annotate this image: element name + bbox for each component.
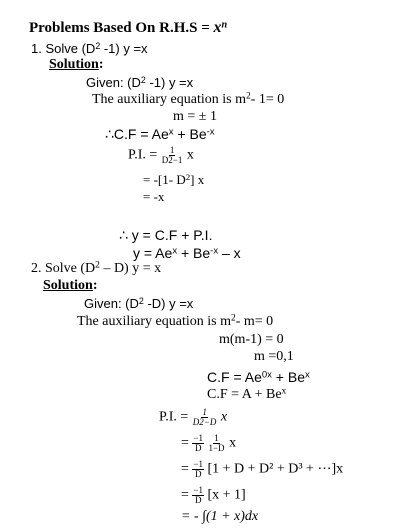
problem-1-roots: m = ± 1 bbox=[173, 109, 217, 124]
problem-1-solution-label: Solution: bbox=[49, 57, 104, 72]
problem-2-cf: $C.F = Ae^{0x} + Be^x$ bbox=[207, 369, 310, 385]
problem-1-question: 1. Solve ($D^2$ -1) y =x bbox=[31, 41, 148, 56]
problem-2-solution-label: Solution: bbox=[43, 278, 98, 293]
pi-fraction: $\frac{1}{D2-D}$ bbox=[192, 407, 217, 427]
problem-2-given: Given: ($D^2$ -D) y =x bbox=[84, 296, 194, 311]
heading-rhs: x bbox=[213, 19, 222, 36]
problem-2-auxiliary-equation: The auxiliary equation is $m^2-$ m= 0 bbox=[77, 313, 274, 329]
problem-1-pi-step3: = -x bbox=[143, 189, 165, 204]
fraction-2: $\frac{1}{1-D}$ bbox=[208, 433, 225, 453]
fraction-3: $\frac{-1}{D}$ bbox=[193, 459, 203, 479]
problem-2-roots: m =0,1 bbox=[254, 349, 294, 364]
problem-2-pi: P.I. = $\frac{1}{D2-D}$ x bbox=[159, 407, 228, 427]
problem-2-cf-simplified: $C.F = A + Be^x$ bbox=[207, 386, 287, 402]
heading-rhs-exponent: n bbox=[221, 19, 228, 31]
fraction-4: $\frac{-1}{D}$ bbox=[193, 485, 203, 505]
problem-1-given: Given: ($D^2$ -1) y =x bbox=[86, 75, 194, 90]
section-heading bbox=[29, 20, 227, 36]
problem-2-factored: m(m-1) = 0 bbox=[219, 332, 284, 347]
pi-fraction: $\frac{1}{D2-1}$ bbox=[161, 145, 183, 165]
problem-1-final-answer: $y = Ae^x + Be^{-x} - x$ bbox=[133, 245, 241, 261]
problem-1-pi: P.I. = $\frac{1}{D2-1}$ x bbox=[128, 145, 194, 165]
problem-2-pi-step1: = $\frac{-1}{D}$ $\frac{1}{1-D}$ x bbox=[181, 433, 237, 453]
problem-2-pi-step3: = $\frac{-1}{D}$ [x + 1] bbox=[181, 485, 246, 505]
problem-2-pi-step4: = - ∫(1 + x)dx bbox=[181, 509, 259, 524]
problem-1-auxiliary-equation: The auxiliary equation is $m^2-$ 1= 0 bbox=[92, 91, 285, 107]
problem-2-pi-step2: = $\frac{-1}{D}$ [1 + D + D² + D³ + ⋯]x bbox=[181, 459, 344, 479]
problem-1-pi-step2: = -[1- $D^2$] x bbox=[143, 172, 205, 187]
fraction-1: $\frac{-1}{D}$ bbox=[193, 433, 203, 453]
problem-1-general-solution: ∴ y = C.F + P.I. bbox=[119, 227, 213, 243]
problem-2-question: 2. Solve $(D^2 - D) y = x$ bbox=[31, 260, 162, 276]
heading-text: Problems Based On R.H.S = bbox=[29, 20, 214, 36]
problem-1-cf: ∴C.F = $Ae^x + Be^{-x}$ bbox=[105, 126, 215, 142]
